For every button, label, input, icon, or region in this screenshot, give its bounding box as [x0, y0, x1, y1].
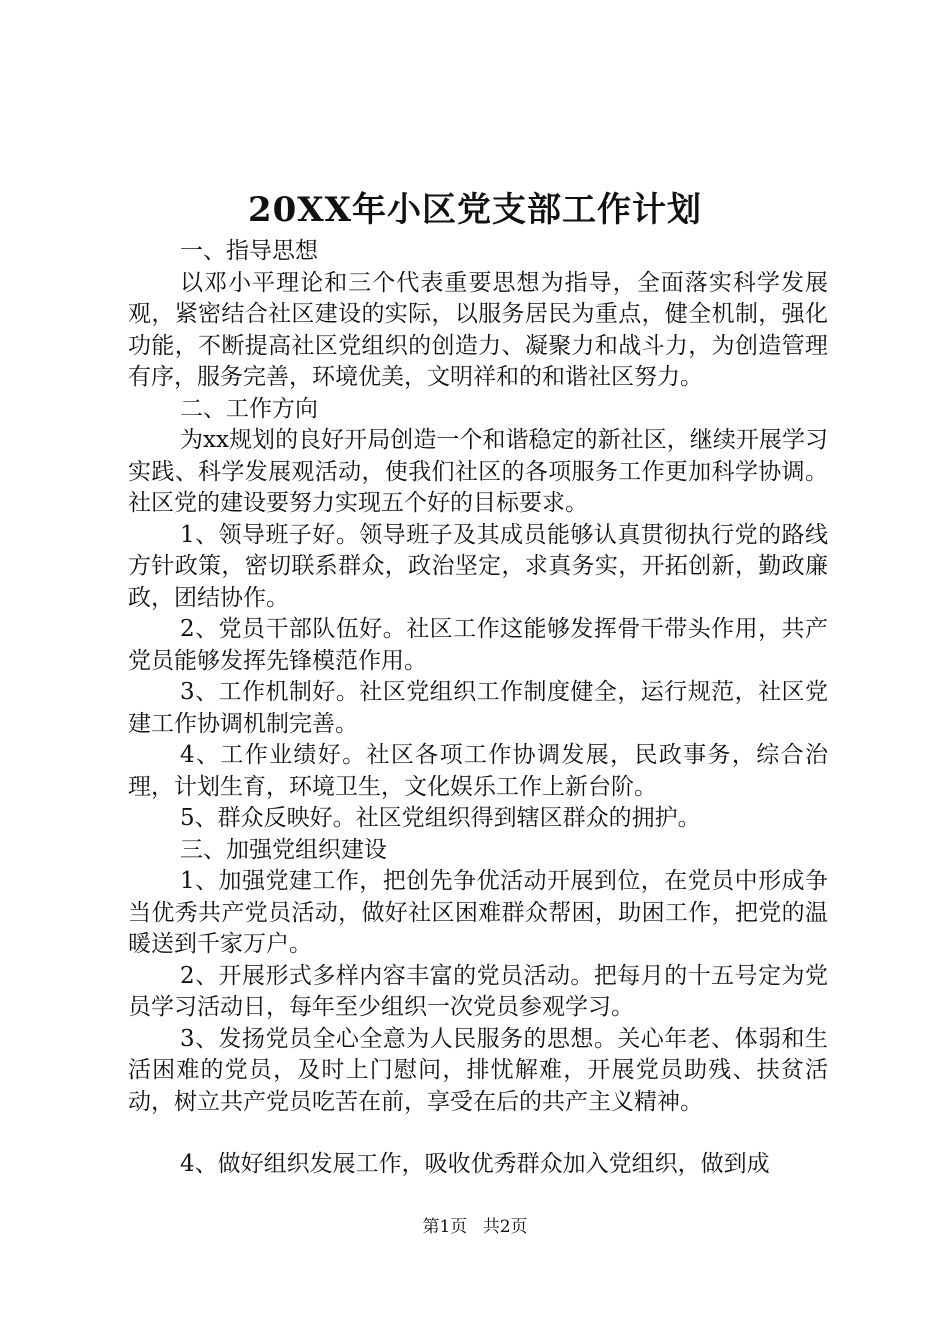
paragraph: 2、党员干部队伍好。社区工作这能够发挥骨干带头作用，共产党员能够发挥先锋模范作用。: [128, 616, 828, 674]
page-number: 第1页: [422, 1217, 468, 1237]
section-heading-guiding-ideology: 一、指导思想: [180, 238, 318, 264]
paragraph: 2、开展形式多样内容丰富的党员活动。把每月的十五号定为党员学习活动日，每年至少组织一次党员参观学习。: [128, 962, 828, 1020]
document-title: 20XX年小区党支部工作计划: [247, 190, 703, 230]
page-total: 共2页: [482, 1217, 528, 1237]
paragraph: 5、群众反映好。社区党组织得到辖区群众的拥护。: [180, 805, 701, 831]
paragraph: 1、领导班子好。领导班子及其成员能够认真贯彻执行党的路线方针政策，密切联系群众，政治坚定，求真务实，开拓创新，勤政廉政，团结协作。: [128, 521, 828, 611]
section-heading-party-organization: 三、加强党组织建设: [180, 836, 387, 863]
section-heading-work-direction: 二、工作方向: [180, 395, 318, 422]
paragraph-gap: [128, 1118, 828, 1149]
page-footer: [0, 1215, 950, 1239]
paragraph: 为xx规划的良好开局创造一个和谐稳定的新社区，继续开展学习实践、科学发展观活动，使我们社区的各项服务工作更加科学协调。社区党的建设要努力实现五个好的目标要求。: [128, 427, 828, 516]
paragraph: 以邓小平理论和三个代表重要思想为指导，全面落实科学发展观，紧密结合社区建设的实际，以服务居民为重点，健全机制，强化功能，不断提高社区党组织的创造力、凝聚力和战斗力，为创造管理有序，服务完善，环境优美，文明祥和的和谐社区努力。: [128, 269, 828, 390]
paragraph: 3、发扬党员全心全意为人民服务的思想。关心年老、体弱和生活困难的党员，及时上门慰问，排忧解难，开展党员助残、扶贫活动，树立共产党员吃苦在前，享受在后的共产主义精神。: [128, 1025, 828, 1115]
paragraph: 1、加强党建工作，把创先争优活动开展到位，在党员中形成争当优秀共产党员活动，做好社区困难群众帮困，助困工作，把党的温暖送到千家万户。: [128, 868, 828, 957]
paragraph: 3、工作机制好。社区党组织工作制度健全，运行规范，社区党建工作协调机制完善。: [128, 679, 828, 737]
document-body: [128, 236, 828, 1181]
paragraph: 4、做好组织发展工作，吸收优秀群众加入党组织，做到成: [180, 1151, 770, 1177]
paragraph: 4、工作业绩好。社区各项工作协调发展，民政事务，综合治理，计划生育，环境卫生，文化娱乐工作上新台阶。: [128, 742, 828, 800]
